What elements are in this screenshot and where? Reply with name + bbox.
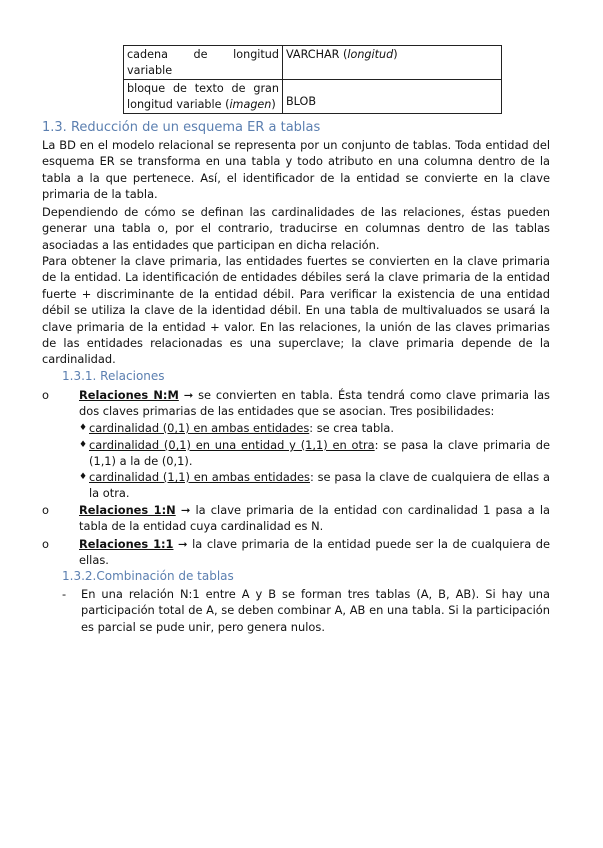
sub-item: ♦ cardinalidad (0,1) en ambas entidades: se crea tabla. <box>79 421 395 435</box>
type-table <box>123 45 502 114</box>
section-heading: 1.3. Reducción de un esquema ER a tablas <box>42 120 321 135</box>
table-row <box>124 46 502 80</box>
paragraph-cardinalidades: Dependiendo de cómo se definan las cardinalidades de las relaciones, éstas pueden generar una tabla o, por el contrario, traducirse en columnas dentro de las tablas asociadas a las entidades que participan en dicha relación. <box>42 205 550 252</box>
table-cell: BLOB <box>283 80 502 114</box>
bullet-icon: o <box>42 503 49 517</box>
arrow-icon: ➞ <box>178 537 188 551</box>
table-cell: cadena de longitud variable <box>124 46 283 80</box>
diamond-icon: ♦ <box>79 440 88 450</box>
paragraph-clave-primaria: Para obtener la clave primaria, las entidades fuertes se convierten en la clave primaria de la entidad. La identificación de entidades débiles será la clave primaria de la entidad fuerte + discriminante de la entidad débil. Para verificar la existencia de una entidad débil se utiliza la clave de la identidad débil. En una tabla de multivaluados se usará la clave primaria de la entidad + valor. En las relaciones, la unión de las claves primarias de las entidades relacionadas es una superclave; la clave primaria depende de la cardinalidad. <box>42 254 550 367</box>
arrow-icon: ➞ <box>183 388 194 402</box>
dash-icon: - <box>62 587 67 601</box>
subsection-heading-combinacion: 1.3.2.Combinación de tablas <box>62 569 234 583</box>
list-item-nm: o Relaciones N:M ➞ se convierten en tabla. Ésta tendrá como clave primaria las dos claves primarias de las entidades que se asocian. Tres posibilidades: <box>42 388 550 419</box>
diamond-icon: ♦ <box>79 472 88 482</box>
list-item-combinacion: - En una relación N:1 entre A y B se forman tres tablas (A, B, AB). Si hay una participación total de A, se deben combinar A, AB en una tabla. Si la participación es parcial se pude unir, pero genera nulos. <box>62 587 550 634</box>
sub-item: ♦ cardinalidad (1,1) en ambas entidades: se pasa la clave de cualquiera de ellas a la otra. <box>79 470 550 501</box>
list-item-1n: o Relaciones 1:N ➞ la clave primaria de la entidad con cardinalidad 1 pasa a la tabla de la entidad cuya cardinalidad es N. <box>42 503 551 534</box>
table-row <box>124 80 502 114</box>
subsection-heading-relaciones: 1.3.1. Relaciones <box>62 369 165 383</box>
paragraph-intro: La BD en el modelo relacional se representa por un conjunto de tablas. Toda entidad del esquema ER se transforma en una tabla y todo atributo en una columna dentro de la tabla a la que pertenece. Así, el identificador de la entidad se convierte en la clave primaria de la tabla. <box>42 138 550 202</box>
bullet-icon: o <box>42 537 49 551</box>
bullet-icon: o <box>42 388 49 402</box>
table-cell: VARCHAR (longitud) <box>283 46 502 80</box>
list-item-11: o Relaciones 1:1 ➞ la clave primaria de la entidad puede ser la de cualquiera de ellas. <box>42 537 550 568</box>
arrow-icon: ➞ <box>180 503 191 517</box>
diamond-icon: ♦ <box>79 423 88 433</box>
table-cell: bloque de texto de gran longitud variable (imagen) <box>124 80 283 114</box>
sub-item: ♦ cardinalidad (0,1) en una entidad y (1,1) en otra: se pasa la clave primaria de (1,1) a la de (0,1). <box>79 438 550 469</box>
